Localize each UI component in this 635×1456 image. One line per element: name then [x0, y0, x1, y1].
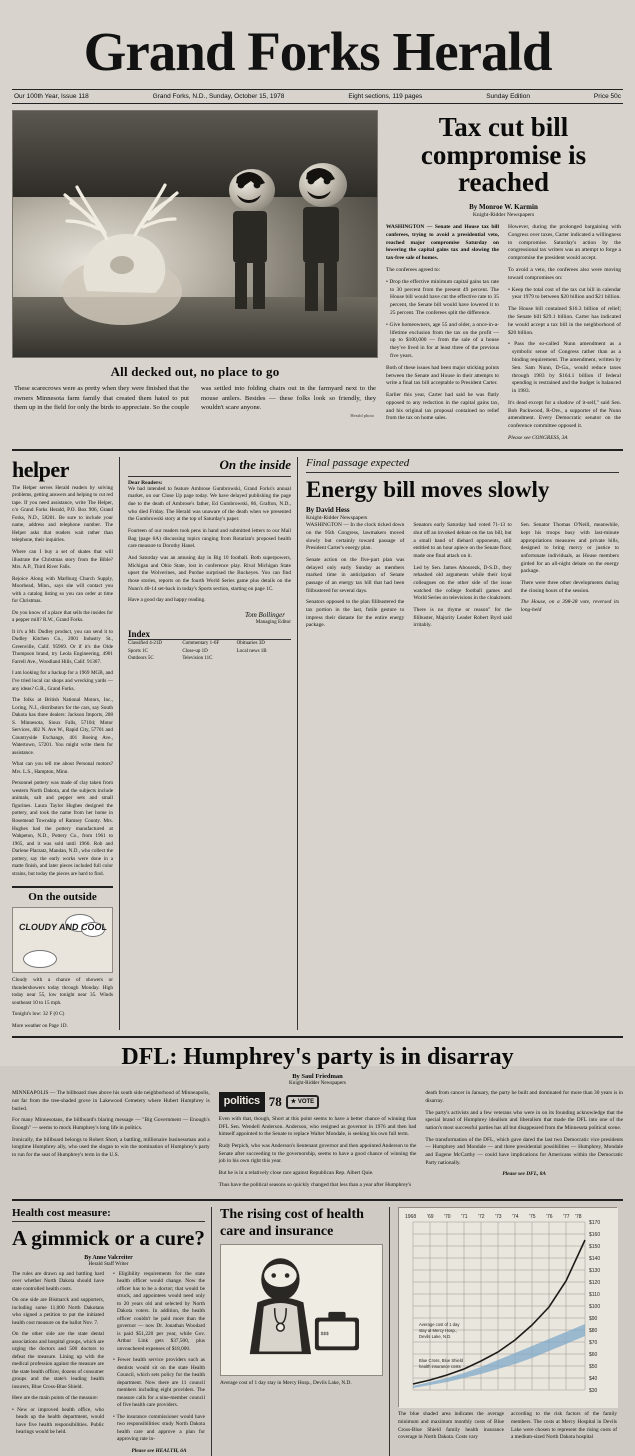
svg-text:$120: $120: [589, 1280, 601, 1287]
inside-column: [128, 457, 298, 1031]
energy-body: [306, 522, 619, 630]
bottom-section: [12, 1207, 623, 1455]
svg-text:stay at Mercy Hosp.,: stay at Mercy Hosp.,: [419, 1328, 458, 1334]
inside-p1: We had intended to feature Ambrose Gumbrowski, Grand Forks's annual market, on our Close Up page today. We have delayed publishing the page due to the death of Ambrose's father, Ed Gumbrowski, 86, Grafton, N.D., who died Friday. The Herald was unaware of the death when we presented the Gumbrowski story at the top of Saturday's paper.: [128, 485, 291, 523]
svg-text:$40: $40: [589, 1376, 598, 1383]
lead-p10: The House bill contained $16.3 billion of relief; the Senate bill $29.1 billion. Carter has indicated he would accept a tax bill in the neighborhood of $20 billion.: [508, 306, 621, 336]
politics-78-logo: [219, 1092, 417, 1112]
dfl-p7: Thus have the political seasons so quickly changed that less than a year after Humphrey's: [218, 1181, 412, 1188]
middle-section: [12, 457, 623, 1031]
dfl-story: [12, 1044, 623, 1193]
health-headline: A gimmick or a cure?: [12, 1226, 205, 1251]
doctor-cartoon-graphic: [221, 1245, 382, 1375]
dfl-org: Knight-Ridder Newspapers: [289, 1080, 346, 1087]
energy-jumpline[interactable]: The House, on a 398-28 vote, reversed its long-held: [520, 599, 619, 613]
helper-p1: The Helper serves Herald readers by solving problems, getting answers and helping to cut red tape. If you need assistance, write The Helper, c/o Grand Forks Herald, P.O. Box 906, Grand Forks, N.D., 58201. Be sure to include your name, address and telephone number. The Helper asks that readers wait rather than telephone, their inquiries.: [12, 484, 113, 544]
weather-page-ref[interactable]: More weather on Page 1D.: [12, 1022, 68, 1029]
lead-byline: [386, 203, 621, 219]
health-byline: [12, 1255, 205, 1267]
svg-text:$50: $50: [589, 1364, 598, 1371]
energy-p6: There is no rhyme or reason" for the filibuster, Majority Leader Robert Byrd said irritably.: [413, 606, 512, 629]
lead-p2: The conferees agreed to:: [386, 266, 441, 273]
svg-text:$150: $150: [589, 1244, 601, 1251]
inside-title: On the inside: [128, 457, 291, 477]
svg-text:$160: $160: [589, 1232, 601, 1239]
index-item[interactable]: Local news 1B: [236, 648, 267, 654]
dfl-body: [12, 1090, 623, 1193]
section-divider-2: [12, 1036, 623, 1038]
dfl-p1: MINNEAPOLIS — The billboard rises above his south side neighborhood of Minneapolis, not far from the tree-shaded grove in Lakewood Cemetery where Hubert Humphrey is buried.: [12, 1090, 210, 1112]
svg-text:$100: $100: [589, 1304, 601, 1311]
index-item[interactable]: Classified 4-21D: [128, 641, 163, 647]
inside-p4: Have a good day and happy reading.: [128, 597, 206, 604]
vote-label: VOTE: [297, 1099, 315, 1106]
svg-text:$130: $130: [589, 1268, 601, 1275]
dfl-p10: The transformation of the DFL, which gave dared the last two Democratic vice presidents — Humphrey and Mondale — and three presidential possibilities — Humphrey, Mondale and Eugene McCarthy — could have implications for Americans within the Democratic Party nationally.: [425, 1136, 624, 1166]
lead-headline: Tax cut bill compromise is reached: [420, 112, 587, 198]
dfl-byline: [12, 1073, 623, 1086]
weather-box: [12, 886, 113, 1030]
health-p7: • Fewer health service providers such as dentists would sit on the state Health Council, which sets policy for the health department. Now there are 11 council members including eight providers. The measure calls for a nine-member council of five health care providers.: [113, 1357, 205, 1409]
vote-badge: [286, 1095, 319, 1109]
helper-p7: The folks at British National Motors, Inc., Loring, N.J., distributors for the cars, say South Dakota has three dealers: Jackson Imports, 208 S. Minnesota, Sioux Falls, 57104; Motor Services, 402 N. Ave W., Rapid City, 57701 and Countryside Exchange, 401 Boeing Ave., Watertown, 57201. You might write them for assistance.: [12, 697, 113, 756]
health-org: Herald Staff Writer: [88, 1260, 129, 1267]
section-divider-1: [12, 449, 623, 451]
index-item[interactable]: Television 11C: [182, 656, 213, 662]
helper-p4: Do you know of a place that sells the insides for a pepper mill? R.W., Grand Forks.: [12, 609, 113, 624]
lead-org: Knight-Ridder Newspapers: [472, 211, 535, 218]
energy-p3: Senators opposed to the plan filibustered the tax portion in the last, futile gesture to impress their distaste for the entire energy package.: [306, 599, 405, 629]
lead-story-column: [386, 110, 621, 443]
photo-caption-body: [12, 382, 378, 413]
svg-text:'72: '72: [478, 1214, 485, 1221]
svg-text:$80: $80: [589, 1328, 598, 1335]
masthead-info-bar: [12, 90, 623, 104]
inside-p3: And Saturday was an amusing day in Big 10 football. Both superpowers, Michigan and Ohio State, lost in conference play. Rival Michigan State upset the Wolverines, and Purdue surprised the Buckeyes. You can find those stories, reports on the fourth World Series game plus details on the Nunn's 40-14 set-back in today's Sports section, starting on page 1C.: [128, 555, 291, 592]
energy-byline: [306, 506, 619, 522]
health-p2: On one side are Bismarck and supporters, including some 11,000 North Dakotans who signed a petition to put the initiated health cost measure on the ballot Nov. 7.: [12, 1297, 104, 1326]
lead-p5: Both of these issues had been major sticking points between the Senate and House in their attempts to write a final tax bill acceptable to President Carter.: [386, 364, 499, 387]
svg-text:$110: $110: [589, 1292, 600, 1299]
dfl-p2: For many Minnesotans, the billboard's blaring message — "Big Government — Enough's Enough" — seems to mock Humphrey's long life in politics.: [12, 1117, 210, 1132]
energy-story-column: [306, 457, 619, 1031]
energy-p5: Led by Sen. James Abourezk, D-S.D., they rehashed old arguments while their loyal colleagues on the other side of the issue watched the college football games and World Series on televisions in the cloakroom.: [413, 564, 512, 602]
dfl-col-1: [12, 1090, 210, 1193]
helper-column: [12, 457, 120, 1031]
index-item[interactable]: Outdoors 5C: [128, 656, 154, 662]
weather-title: On the outside: [28, 891, 97, 904]
dfl-author: By Saul Friedman: [292, 1073, 343, 1081]
svg-text:$70: $70: [589, 1340, 598, 1347]
helper-p5: It it's a Mr. Dudley product, you can send it to Dudley Kitchen Co., 2001 Industry St., Greenville, Calif. 95969. Or if it's the Olde Thompson brand, try Leola Engineering, 4901 Farrell Ave., Woodland Hills, Calif. 91367.: [12, 628, 113, 665]
lead-p6: Earlier this year, Carter had said he was flatly opposed to any reduction in the capital gains tax, and his original tax proposal contained no relief from the tax on home sales.: [386, 392, 499, 422]
energy-headline: Energy bill moves slowly: [306, 476, 550, 502]
helper-p8: What can you tell me about Personal motors? Mrs. L.S., Hampton, Minn.: [12, 761, 113, 775]
health-p8: • The insurance commissioner would have two responsibilities: study North Dakota health care and approve a plan for approving rate in-: [113, 1413, 205, 1443]
editor-signature: Tom Bollinger: [245, 611, 285, 620]
scarecrow-figures: [219, 159, 369, 349]
chart-column: [398, 1207, 617, 1455]
lead-p8: To avoid a veto, the conferees also were moving toward compromises on:: [508, 266, 621, 281]
helper-p6: I am looking for a backup for a 1969 MGB, and I've tried local car shops and wrecking yards — any ideas? G.R., Grand Forks.: [12, 670, 113, 692]
health-cost-cartoon: [220, 1244, 383, 1376]
svg-text:1968: 1968: [405, 1214, 417, 1221]
cost-illustration-column: [220, 1207, 390, 1455]
index-list: [128, 640, 291, 663]
dfl-p8: death from cancer in January, the party he built and dominated for more than 30 years is in disarray.: [425, 1090, 624, 1105]
star-icon: ★: [290, 1099, 297, 1106]
svg-text:'77: '77: [563, 1214, 570, 1221]
cost-headline: The rising cost of health care and insurance: [220, 1207, 364, 1239]
photo-caption-title: All decked out, no place to go: [110, 364, 280, 379]
section-divider-3: [12, 1199, 623, 1201]
health-cost-chart-svg: [399, 1208, 618, 1408]
health-cost-chart: [398, 1207, 617, 1407]
lead-body: [386, 224, 621, 443]
dfl-col-2: [219, 1090, 417, 1193]
energy-org: Knight-Ridder Newspapers: [306, 514, 368, 521]
inside-p2: Fourteen of our readers took pens in hand and submitted letters to our Mail Bag (page 6A) discussing topics ranging from Rotarian's proposed health care measure to Dorothy Hanel.: [128, 528, 291, 550]
masthead: [12, 10, 623, 82]
chart-caption: [398, 1411, 617, 1442]
energy-p4: Senators early Saturday had voted 71-13 to shut off an invoked debate on the tax bill, but a small band of diehard opponents, still entitled to an hour apiece on the Senate floor, made one final attack on it.: [413, 522, 512, 559]
energy-rule: [306, 472, 619, 473]
lead-p9: • Keep the total cost of the tax cut bill in calendar year 1979 to between $20 billion and $21 billion.: [508, 286, 621, 301]
editor-title: Managing Editor: [255, 619, 291, 626]
edition-info: Sunday Edition: [486, 93, 530, 100]
svg-text:health insurance costs: health insurance costs: [419, 1364, 461, 1370]
dfl-p3: Ironically, the billboard belongs to Robert Short, a battling, millionaire businessman and a longtime Humphrey ally, who used the slogan to win the nomination of Humphrey's party to run for the seat of Humphrey's term in the U.S.: [12, 1136, 210, 1159]
svg-text:'69: '69: [427, 1214, 434, 1221]
helper-text: [12, 485, 113, 879]
dfl-col-3: [425, 1090, 623, 1193]
chart-caption-left: The blue shaded area indicates the average minimum and maximum monthly costs of Blue Cross-Blue Shield family health insurance coverage in North Dakota. Costs vary: [398, 1411, 504, 1441]
dfl-jumpline[interactable]: Please see DFL, 8A: [502, 1171, 547, 1178]
caption-part-2: couple was settled into folding chairs out in the farmyard next to the mouse antlers. Besides — these folks look so friendly, they wouldn't scare anyone.: [171, 385, 376, 412]
svg-text:$$$: $$$: [320, 1331, 329, 1337]
top-section: [12, 110, 623, 443]
svg-text:Blue Cross, Blue Shield: Blue Cross, Blue Shield: [419, 1358, 463, 1364]
health-story-column: [12, 1207, 212, 1455]
issue-info: Our 100th Year, Issue 118: [14, 93, 89, 100]
index-title: Index: [128, 629, 291, 640]
energy-p2: Senate action on the five-part plan was delayed only early Sunday as members marked time in anticipation of Senate passage of an energy tax bill that had been filibustered for several days.: [306, 556, 405, 594]
weather-low: Tonight's low: 32 F (0 C): [12, 1011, 65, 1018]
helper-p9: Personnel pottery was made of clay taken from western North Dakota, and the subjects include animals, salt and pepper sets and small figurines. Laura Taylor Hughes designed the pottery, and took the name from her home in Rosemead Township of Ramsey County. Mrs. Hughes had the pottery manufactured at Wahpeton, N.D., Pottery Co., from 1961 to 1965, and it was sold until 1966. Rob and Darlene Plarzatz, Mandan, N.D., who collect the pottery, say the early works were done in a matte finish, and later pieces included full color strains, but today the pieces are hard to find.: [12, 780, 113, 877]
newspaper-title: Grand Forks Herald: [83, 21, 552, 82]
photo-credit: Herald photo: [350, 412, 374, 418]
svg-text:$60: $60: [589, 1352, 598, 1359]
index-item[interactable]: Commentary 1-6F: [182, 641, 220, 647]
lead-p12: It's dead except for a shadow of it-self," said Sen. Bob Packwood, R-Ore., a supporter of the Nunn amendment. Every Democratic senator on the conference committee opposed it.: [508, 399, 621, 430]
energy-kicker: Final passage expected: [306, 456, 410, 469]
politics-label: politics: [219, 1092, 265, 1112]
lead-p1: WASHINGTON — Senate and House tax bill conferees, trying to avoid a presidential veto, reached major compromise Saturday on lowering the capital gains tax and slowing the tax-free sale of homes.: [386, 223, 499, 262]
svg-text:$30: $30: [589, 1388, 598, 1395]
svg-text:'73: '73: [495, 1214, 502, 1221]
helper-logo: helper: [12, 456, 69, 482]
lead-p7: However, during the prolonged bargaining with Congress over taxes, Carter indicated a willingness to compromise. Saturday's action by the congressional tax writers was an attempt to forge a compromise the president would accept.: [508, 223, 621, 262]
health-p1: The rules are drawn up and battling hard over whether North Dakota should have state controlled health costs.: [12, 1270, 104, 1292]
place-date: Grand Forks, N.D., Sunday, October 15, 1978: [152, 93, 285, 100]
dfl-headline: DFL: Humphrey's party is in disarray: [121, 1044, 514, 1071]
chart-caption-right: according to the risk factors of the family members. The costs at Mercy Hospital in Devils Lake were chosen to represent the rising costs of a medium-sized North Dakota hospital: [511, 1411, 617, 1441]
index-item[interactable]: Sports 1C: [128, 648, 148, 654]
health-body: [12, 1271, 205, 1456]
lead-photo: [12, 110, 378, 358]
health-p4: Here are the main points of the measure:: [12, 1395, 99, 1402]
index-item[interactable]: Close-up 1D: [182, 648, 208, 654]
index-item[interactable]: Obituaries 3D: [236, 641, 265, 647]
dfl-p6: But he is in a relatively close race against Republican Rep. Albert Quie.: [218, 1170, 374, 1177]
health-p6: • Eligibility requirements for the state health officer would change. Now the officer has to be a doctor; that would be struck, and appointees would need only to 20 years old and selected by North Dakota voters. In addition, the health officer couldn't be paid more than the governor — now Dr. Jonathan Woodard is paid $51,220 per year, while Gov. Arthur Link gets $37,500, plus unvouchered expenses of $18,000.: [113, 1270, 205, 1352]
lead-photo-column: [12, 110, 378, 443]
svg-text:'78: '78: [575, 1214, 582, 1221]
svg-text:'75: '75: [529, 1214, 536, 1221]
svg-text:'71: '71: [461, 1214, 468, 1221]
price-info: Price 50c: [593, 93, 621, 100]
helper-p3: Rejoice Along with Marlburg Church Supply, Moorhead, Minn., says she will contact you with a catalog listing so you can order at time for Christmas.: [12, 575, 113, 605]
weather-forecast-text: Cloudy with a chance of showers or thundershowers today through Monday. High today near 55, low tonight near 35. Winds southeast 10 to 15 mph.: [12, 977, 113, 1006]
lead-jumpline[interactable]: Please see CONGRESS, 3A: [508, 435, 568, 442]
lead-p3: • Drop the effective minimum capital gains tax rate to 30 percent from the present 49 percent. The House bill would have cut the effective rate to 35 percent, the Senate bill would have lowered it to 25 percent. The conferees split the difference.: [386, 278, 499, 316]
health-author: By Anne Valcreiter: [84, 1254, 133, 1261]
helper-p2: Where can I buy a set of skates that will illustrate the Christmas story from the Bible? Mrs. A.P., Third River Falls.: [12, 549, 113, 571]
health-kicker: Health cost measure:: [12, 1207, 205, 1222]
svg-text:Average cost of 1 day: Average cost of 1 day: [419, 1322, 460, 1328]
energy-author: By David Hess: [306, 505, 350, 514]
caption-part-1: These scarecrows were as pretty when they were finished that the owners Minnesota farm family that created them hated to put them up in the field for only the birds to appreciate. So the: [14, 385, 189, 412]
health-p3: On the other side are the state dental associations and hospital groups, which are urging the doctors and 500 doctors to defeat the measure. Lining up with the medical profession against the measure are the state health officer, dozens of consumer groups and the state's leading health insurers, Blue Cross-Blue Shield.: [12, 1331, 104, 1390]
svg-text:Devils Lake, N.D.: Devils Lake, N.D.: [419, 1334, 452, 1340]
dfl-p9: The party's activists and a few veterans who were in on its founding acknowledge that the special brand of Humphrey idealism and liberalism that made the DFL into one of the nation's most successful parties has all but disappeared from the Minnesota political scene.: [425, 1109, 624, 1132]
lead-p4: • Give homeowners, age 55 and older, a once-in-a-lifetime exclusion from the tax on the profit — up to $100,000 — from the sale of a house they've lived in for at least three of the previous five years.: [386, 321, 499, 359]
deer-mount-graphic: [27, 173, 217, 333]
lead-p11: • Pass the so-called Nunn amendment as a symbolic sense of Congress rather than as a binding requirement. The amendment, written by Sen. Sam Nunn, D-Ga., would reduce taxes through 1983 by $164.1 billion if federal spending is restrained and the budget is balanced in 1983.: [508, 341, 621, 395]
svg-text:'76: '76: [546, 1214, 553, 1221]
energy-p1: WASHINGTON — In the clock ticked down on the 95th Congress, lawmakers moved slowly but certainly toward passage of President Carter's energy plan.: [306, 522, 405, 552]
cost-cartoon-caption: Average cost of 1 day stay in Mercy Hosp., Devils Lake, N.D.: [220, 1379, 352, 1386]
dfl-p4: Even with that, though, Short at this point seems to have a better chance of winning than DFL Sen. Wendell Anderson. Anderson, who resigned as governor in 1976 and then had himself appointed to the Senate to replace Walter Mondale, is seeking his own full term.: [218, 1116, 417, 1138]
pages-info: Eight sections, 119 pages: [348, 93, 423, 100]
politics-year: 78: [268, 1094, 282, 1110]
cloud-icon-3: [23, 950, 57, 968]
weather-condition-word: CLOUDY AND COOL: [18, 922, 108, 933]
lead-author: By Monroe W. Karmin: [469, 202, 538, 211]
weather-illustration: [12, 907, 113, 973]
energy-p8: There were three other developments during the closing hours of the session.: [520, 579, 619, 594]
inside-text: [128, 486, 291, 605]
svg-text:$90: $90: [589, 1316, 598, 1323]
dfl-p5: Rudy Perpich, who was Anderson's lieutenant governor and then appointed Anderson to the Senate after succeeding to the governorship, seems to have a good chance of winning the job in his own right this year.: [218, 1143, 417, 1165]
health-jumpline[interactable]: Please see HEALTH, 6A: [131, 1447, 187, 1454]
svg-text:$170: $170: [589, 1220, 601, 1227]
svg-text:'74: '74: [512, 1214, 519, 1221]
svg-text:'70: '70: [444, 1214, 451, 1221]
dear-reader-salutation: Dear Readers:: [128, 479, 163, 486]
svg-text:$140: $140: [589, 1256, 601, 1263]
energy-p7: Sen. Senator Thomas O'Neill, meanwhile, kept his troops busy with last-minute appropriations measures and private bills, designed to bring mercy or justice to unfortunate individuals, as House members girded for an all-night debate on the energy package.: [520, 522, 619, 575]
health-p5: • New or improved health office, who heads up the health department, would have five health responsibilities. Public hearings would be held.: [12, 1406, 104, 1436]
